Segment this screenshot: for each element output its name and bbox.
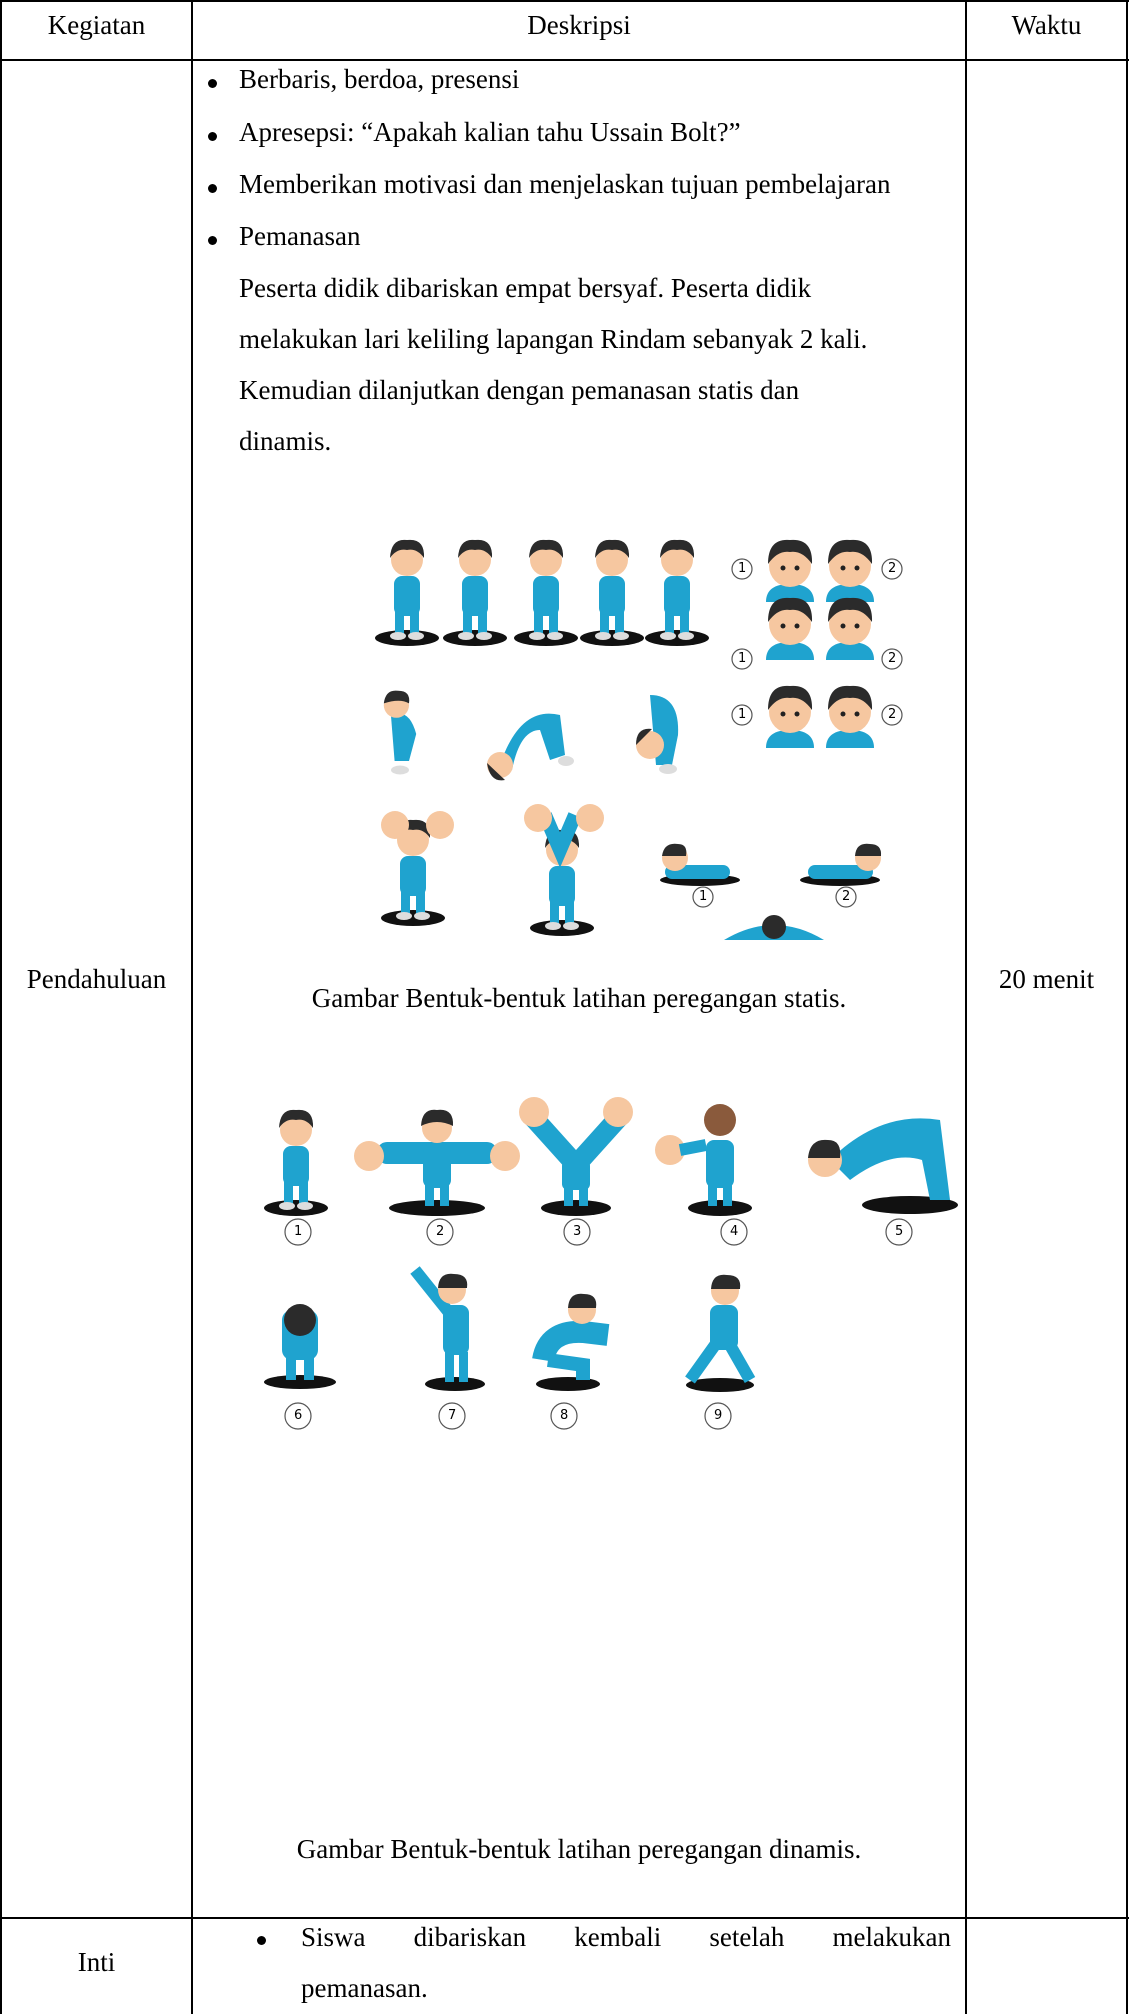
caption-dynamic: Gambar Bentuk-bentuk latihan peregangan dinamis.	[296, 1834, 862, 1864]
marker-static-1: 1	[699, 889, 708, 904]
marker-8: 8	[560, 1408, 569, 1423]
kegiatan-pendahuluan: Pendahuluan	[26, 964, 167, 994]
list-item: Memberikan motivasi dan menjelaskan tujuan pembelajaran	[239, 169, 891, 199]
caption-static: Gambar Bentuk-bentuk latihan peregangan statis.	[311, 983, 847, 1013]
marker-1: 1	[294, 1224, 303, 1239]
marker-2: 2	[436, 1224, 445, 1239]
marker-5: 5	[895, 1224, 904, 1239]
paragraph-line: Kemudian dilanjutkan dengan pemanasan statis dan	[239, 375, 800, 405]
marker-static-1: 1	[738, 561, 747, 576]
marker-static-1: 1	[738, 651, 747, 666]
paragraph-line: dinamis.	[239, 426, 332, 456]
marker-static-2: 2	[888, 561, 897, 576]
marker-6: 6	[294, 1408, 303, 1423]
kegiatan-inti: Inti	[77, 1947, 116, 1977]
list-item: Apresepsi: “Apakah kalian tahu Ussain Bolt?”	[239, 117, 741, 147]
marker-static-2: 2	[888, 707, 897, 722]
marker-4: 4	[730, 1224, 739, 1239]
inti-bullet-line: pemanasan.	[301, 1973, 428, 2003]
marker-static-2: 2	[842, 889, 851, 904]
inti-bullet-line: Siswa dibariskan kembali setelah melakukan	[301, 1922, 951, 1952]
marker-static-1: 1	[738, 707, 747, 722]
header-deskripsi: Deskripsi	[527, 10, 631, 40]
header-kegiatan: Kegiatan	[47, 10, 146, 40]
header-waktu: Waktu	[1011, 10, 1082, 40]
paragraph-line: Peserta didik dibariskan empat bersyaf. Peserta didik	[239, 273, 812, 303]
marker-7: 7	[448, 1408, 457, 1423]
paragraph-line: melakukan lari keliling lapangan Rindam sebanyak 2 kali.	[239, 324, 868, 354]
waktu-pendahuluan: 20 menit	[998, 964, 1095, 994]
marker-3: 3	[573, 1224, 582, 1239]
marker-static-2: 2	[888, 651, 897, 666]
list-item: Pemanasan	[239, 221, 361, 251]
bullet-dot	[257, 1936, 266, 1945]
list-item: Berbaris, berdoa, presensi	[239, 64, 520, 94]
marker-9: 9	[714, 1408, 723, 1423]
